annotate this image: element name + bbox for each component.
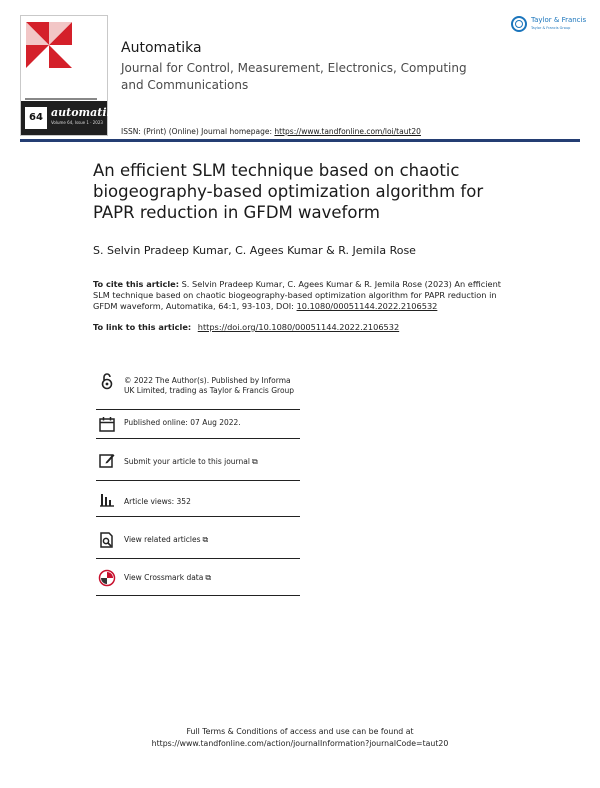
license-text: © 2022 The Author(s). Published by Informa UK Limited, trading as Taylor & Francis Group [124,376,295,395]
cite-text: S. Selvin Pradeep Kumar, C. Agees Kumar & R. Jemila Rose (2023) An efficient SLM technique based on chaotic biogeography-based optimization algorithm for PAPR reduction in GFDM waveform, Automatika, 64:1, 93-103, DOI: [93,279,501,311]
list-item-published [96,410,300,439]
list-item-license [96,366,300,410]
external-link-icon: ⧉ [251,457,258,466]
publisher-name: Taylor & Francis [531,16,587,24]
automatika-logo-icon [26,22,72,68]
page-footer [0,726,600,750]
external-link-icon: ⧉ [205,573,212,582]
related-articles-link[interactable]: View related articles ⧉ [124,535,209,544]
list-item-submit[interactable] [96,439,300,481]
calendar-icon [98,415,116,433]
open-access-icon [98,372,116,390]
footer-terms-link[interactable]: https://www.tandfonline.com/action/journalInformation?journalCode=taut20 [151,739,449,748]
search-document-icon [98,531,116,549]
cover-volume-number: 64 [25,107,47,129]
article-views: Article views: 352 [124,497,191,506]
list-item-crossmark[interactable] [96,559,300,596]
issn-label: ISSN: (Print) (Online) Journal homepage: [121,127,273,136]
submit-article-link[interactable]: Submit your article to this journal ⧉ [124,457,258,466]
issn-line [121,127,421,136]
cite-label: To cite this article: [93,279,179,289]
published-date: Published online: 07 Aug 2022. [124,418,241,427]
publisher-emblem-icon [511,16,527,32]
crossmark-icon [98,569,116,587]
cover-band [21,101,122,135]
journal-homepage-link[interactable]: https://www.tandfonline.com/loi/taut20 [274,127,421,136]
article-info-list [96,366,300,596]
article-title: An efficient SLM technique based on chaotic biogeography-based optimization algorithm for PAPR reduction in GFDM waveform [93,161,484,222]
list-item-related[interactable] [96,517,300,559]
cover-brand-sub: Volume 64, Issue 1 · 2023 [51,120,103,125]
journal-cover-thumbnail [20,15,122,136]
cover-brand: automatika [51,106,122,119]
footer-line1: Full Terms & Conditions of access and use can be found at [186,727,414,736]
cite-doi-link[interactable]: 10.1080/00051144.2022.2106532 [296,301,438,311]
article-authors: S. Selvin Pradeep Kumar, C. Agees Kumar & R. Jemila Rose [93,244,416,257]
edit-icon [98,451,116,469]
citation-block [93,279,513,312]
header-rule [20,139,580,142]
journal-name: Automatika [121,40,202,56]
link-block [93,322,399,332]
list-item-views [96,481,300,517]
bar-chart-icon [98,490,116,508]
journal-subtitle: Journal for Control, Measurement, Electronics, Computing and Communications [121,61,467,92]
external-link-icon: ⧉ [202,535,209,544]
article-doi-link[interactable]: https://doi.org/10.1080/00051144.2022.2106532 [197,322,400,332]
publisher-sub: Taylor & Francis Group [531,26,571,30]
publisher-logo[interactable] [511,14,589,38]
link-label: To link to this article: [93,322,192,332]
crossmark-link[interactable]: View Crossmark data ⧉ [124,573,212,582]
